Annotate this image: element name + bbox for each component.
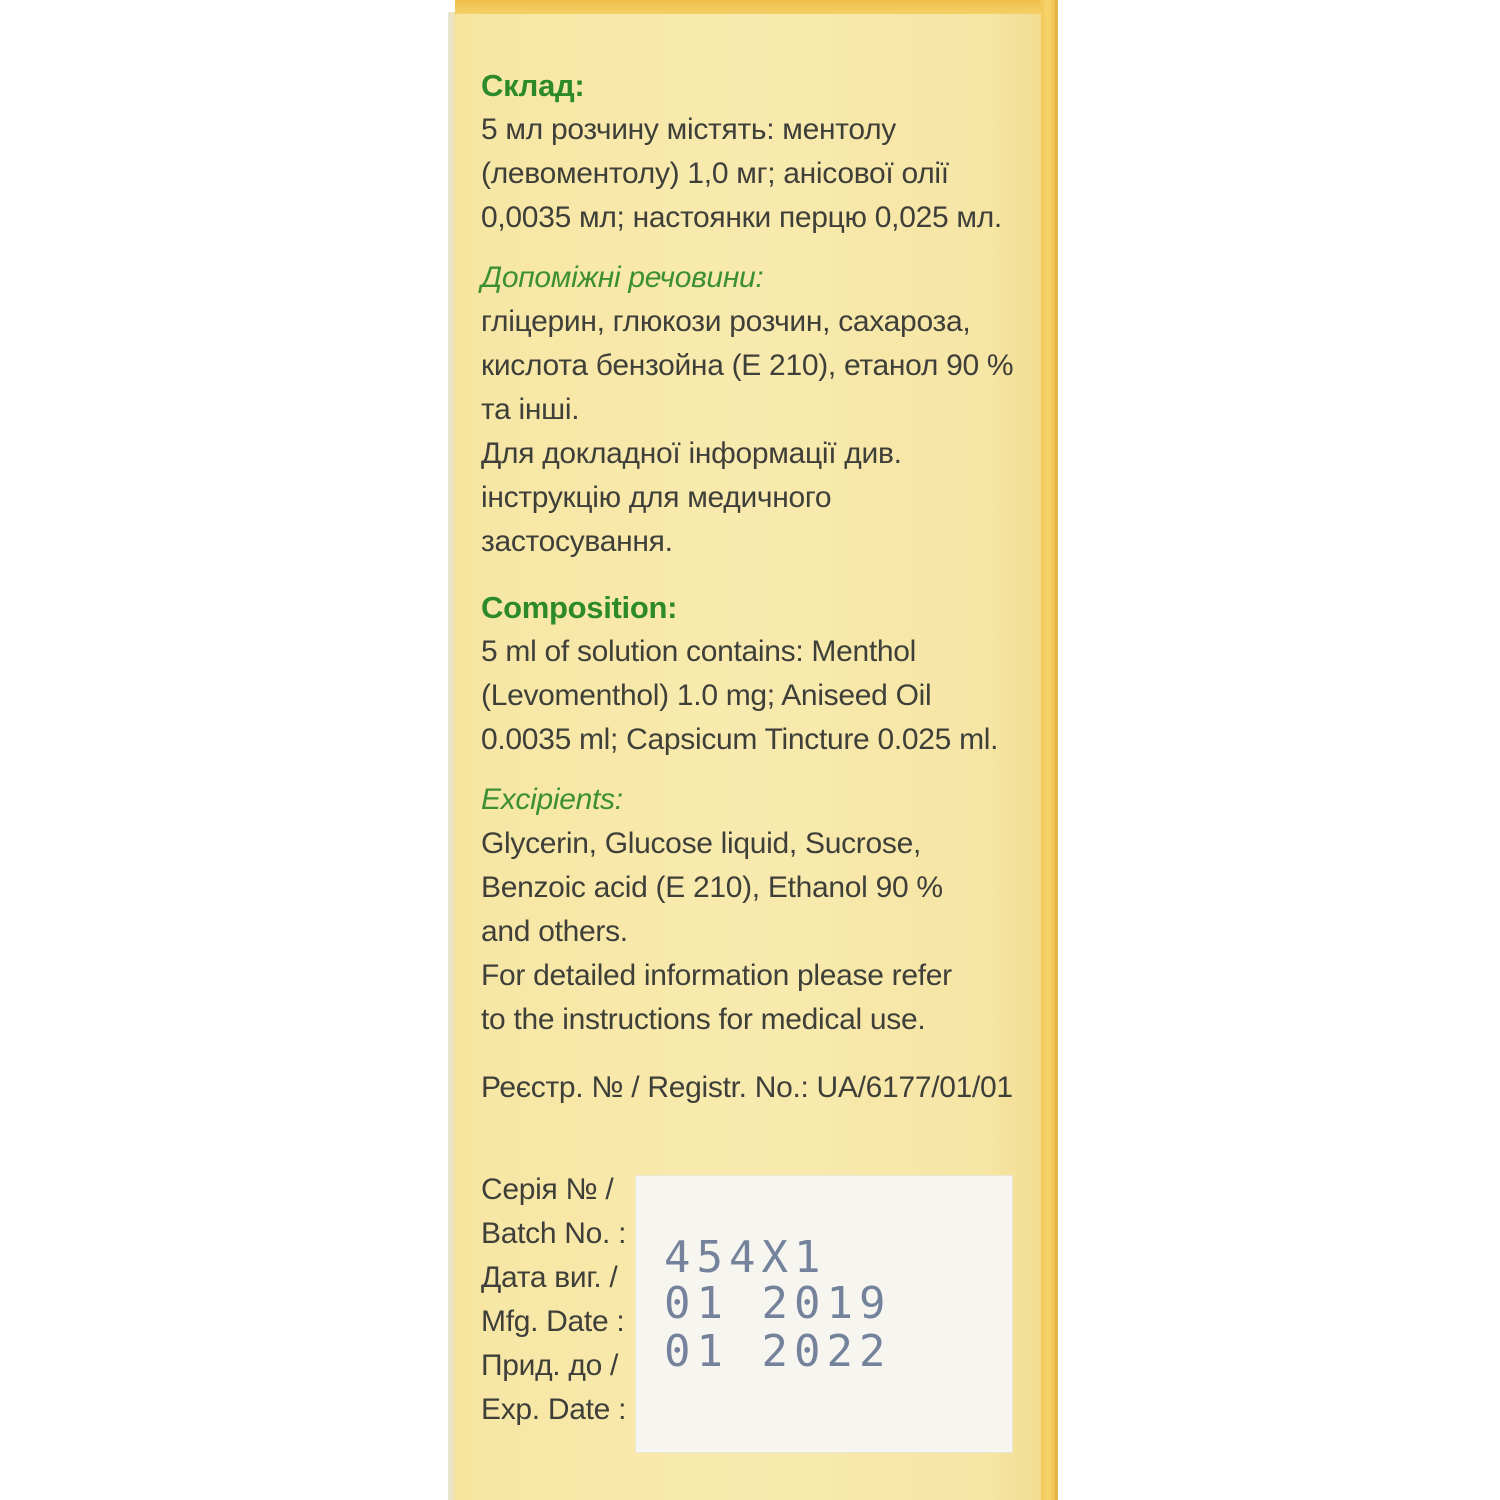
heading-uk: Склад:	[481, 68, 585, 103]
box-right-fold	[1041, 0, 1055, 1500]
excipients-en: Glycerin, Glucose liquid, Sucrose, Benzoic acid (E 210), Ethanol 90 % and others.	[481, 827, 943, 948]
heading-en: Composition:	[481, 590, 678, 625]
exp-label-en: Exp. Date :	[481, 1393, 627, 1426]
printed-stamp-area	[635, 1175, 1013, 1453]
mfg-label-uk: Дата виг. /	[481, 1261, 618, 1294]
excipients-uk: гліцерин, глюкози розчин, сахароза, кислота бензойна (Е 210), етанол 90 % та інші.	[481, 305, 1014, 426]
batch-label-uk: Серія № /	[481, 1173, 614, 1206]
stamp-mfg-date: 01 2019	[664, 1278, 892, 1329]
composition-text-block	[481, 64, 1041, 1110]
excipients-label-uk: Допоміжні речовини:	[481, 261, 764, 294]
batch-labels	[481, 1168, 626, 1432]
stamp-exp-date: 01 2022	[664, 1326, 892, 1377]
composition-en: 5 ml of solution contains: Menthol (Levomenthol) 1.0 mg; Aniseed Oil 0.0035 ml; Capsicum Tincture 0.025 ml.	[481, 635, 999, 756]
box-top-edge	[455, 0, 1043, 14]
box-fold-line	[1055, 0, 1058, 1500]
info-en: For detailed information please refer to the instructions for medical use.	[481, 959, 952, 1036]
batch-label-en: Batch No. :	[481, 1217, 627, 1250]
registration-number: Реєстр. № / Registr. No.: UA/6177/01/01	[481, 1071, 1013, 1104]
exp-label-uk: Прид. до /	[481, 1349, 619, 1382]
batch-info-area	[481, 1168, 1041, 1458]
excipients-label-en: Excipients:	[481, 783, 623, 816]
stamp-batch-number: 454X1	[664, 1232, 827, 1283]
composition-uk: 5 мл розчину містять: ментолу (левоментолу) 1,0 мг; анісової олії 0,0035 мл; настоянки перцю 0,025 мл.	[481, 113, 1002, 234]
info-uk: Для докладної інформації див. інструкцію для медичного застосування.	[481, 437, 902, 558]
mfg-label-en: Mfg. Date :	[481, 1305, 625, 1338]
